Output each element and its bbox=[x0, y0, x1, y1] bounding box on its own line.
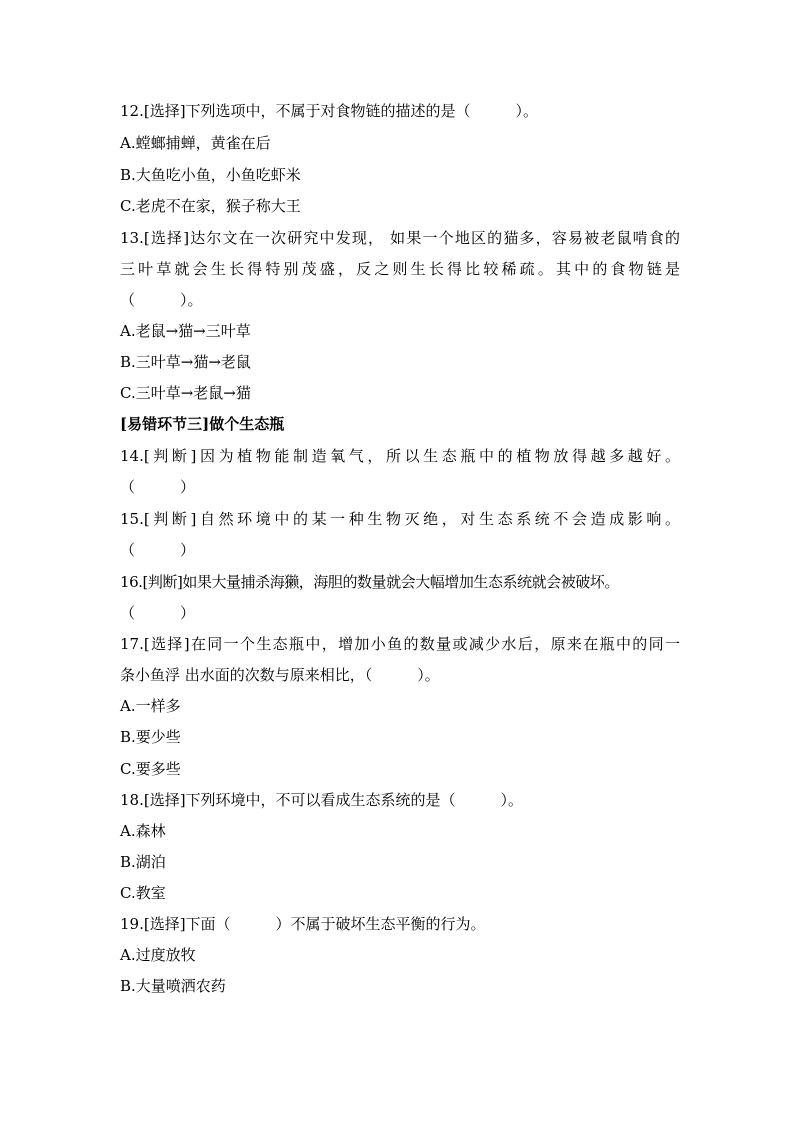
q13-stem-line-3: （ ）。 bbox=[120, 291, 203, 309]
q12-option-b: B.大鱼吃小鱼，小鱼吃虾米 bbox=[120, 166, 301, 184]
q18-option-c: C.教室 bbox=[120, 884, 166, 902]
q15-answer-blank: （ ） bbox=[120, 541, 196, 559]
q17-option-b: B.要少些 bbox=[120, 728, 181, 746]
q12-option-a: A.螳螂捕蝉，黄雀在后 bbox=[120, 134, 271, 152]
q13-option-b: B.三叶草→猫→老鼠 bbox=[120, 353, 251, 371]
q18-option-b: B.湖泊 bbox=[120, 853, 166, 871]
q17-stem-line-1: 17.[选择]在同一个生态瓶中，增加小鱼的数量或减少水后，原来在瓶中的同一 bbox=[120, 635, 680, 653]
q18-option-a: A.森林 bbox=[120, 822, 166, 840]
section-heading: [易错环节三]做个生态瓶 bbox=[120, 415, 285, 433]
q17-option-c: C.要多些 bbox=[120, 760, 181, 778]
q19-option-a: A.过度放牧 bbox=[120, 946, 196, 964]
q13-stem-line-1: 13.[选择]达尔文在一次研究中发现， 如果一个地区的猫多，容易被老鼠啃食的 bbox=[120, 229, 680, 247]
q19-stem: 19.[选择]下面（ ）不属于破坏生态平衡的行为。 bbox=[120, 915, 486, 933]
q16-stem: 16.[判断]如果大量捕杀海獭，海胆的数量就会大幅增加生态系统就会被破坏。 bbox=[120, 573, 619, 591]
q17-stem-line-2: 条小鱼浮 出水面的次数与原来相比，（ ）。 bbox=[120, 666, 440, 684]
q17-option-a: A.一样多 bbox=[120, 697, 181, 715]
q12-stem: 12.[选择]下列选项中，不属于对食物链的描述的是（ ）。 bbox=[120, 102, 539, 120]
q13-option-c: C.三叶草→老鼠→猫 bbox=[120, 384, 251, 402]
q16-answer-blank: （ ） bbox=[120, 604, 196, 622]
q13-stem-line-2: 三叶草就会生长得特别茂盛，反之则生长得比较稀疏。其中的食物链是 bbox=[120, 260, 680, 278]
q12-option-c: C.老虎不在家，猴子称大王 bbox=[120, 197, 301, 215]
q13-option-a: A.老鼠→猫→三叶草 bbox=[120, 322, 251, 340]
q19-option-b: B.大量喷洒农药 bbox=[120, 977, 226, 995]
q15-stem: 15.[判断]自然环境中的某一种生物灭绝，对生态系统不会造成影响。 bbox=[120, 510, 680, 528]
q14-answer-blank: （ ） bbox=[120, 478, 196, 496]
q14-stem: 14.[判断]因为植物能制造氧气，所以生态瓶中的植物放得越多越好。 bbox=[120, 447, 680, 465]
q18-stem: 18.[选择]下列环境中，不可以看成生态系统的是（ ）。 bbox=[120, 791, 524, 809]
